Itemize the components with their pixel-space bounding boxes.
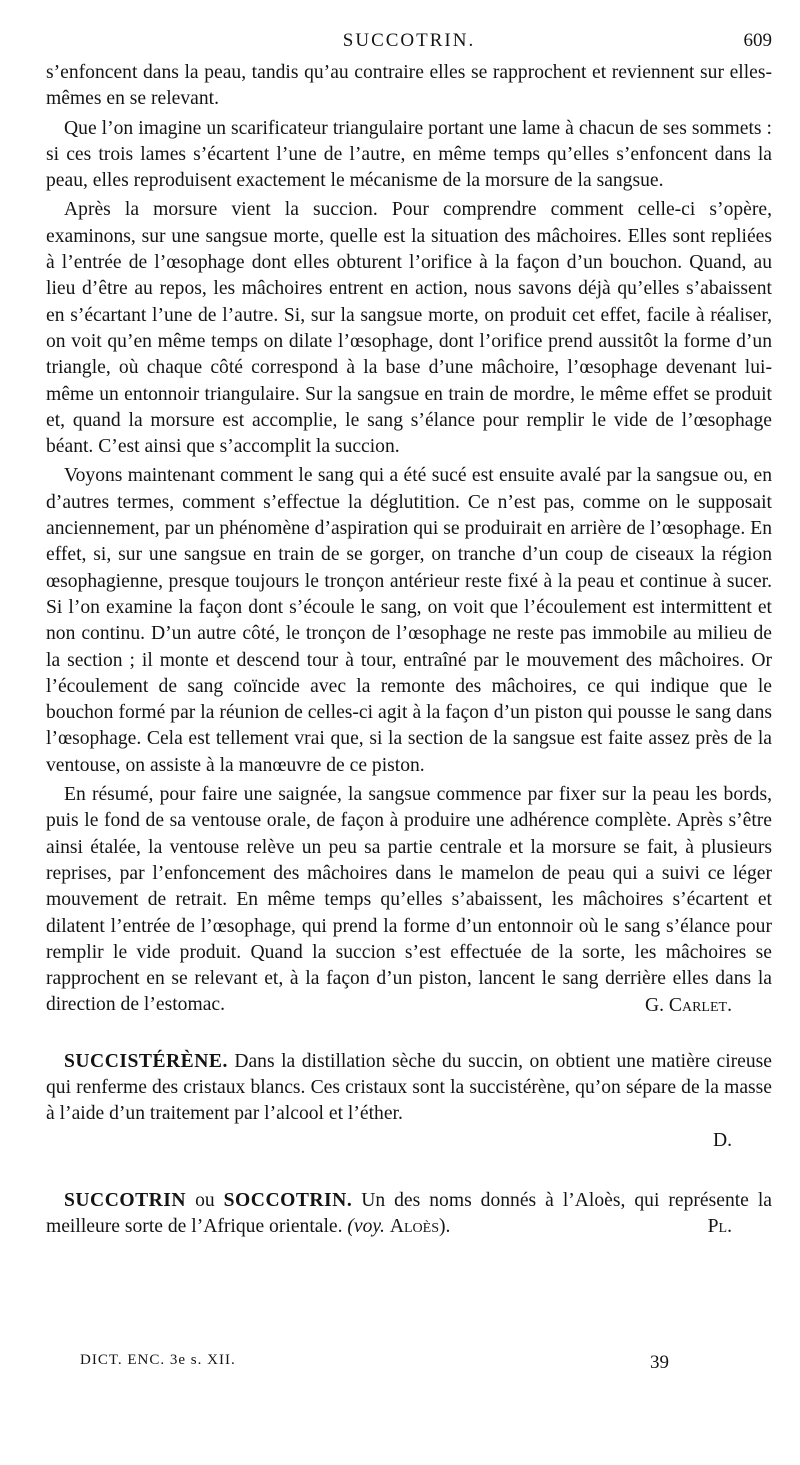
headword-connector: ou: [195, 1189, 215, 1211]
paragraph-scarificateur: Que l’on imagine un scarificateur triangulaire portant une lame à chacun de ses sommets : si ces trois lames s’écartent l’une de l’autre, en même temps qu’elles s’enfoncent dans la peau, elles reproduisent exactement le mécanisme de la morsure de la sangsue.: [46, 117, 772, 192]
page-footer: [80, 1352, 700, 1376]
author-signature: Pl.: [707, 1215, 732, 1237]
paragraph-resume: En résumé, pour faire une saignée, la sangsue commence par fixer sur la peau les bords, puis le fond de sa ventouse orale, de façon à produire une adhérence complète. Après s’être ainsi étalée, la ventouse relève un peu sa partie centrale et la morsure se fait, à plusieurs reprises, par l’enfoncement des mâchoires dans le mamelon de peau qui a suivi ce léger mouvement de retrait. En même temps qu’elles s’abaissent, les mâchoires s’écartent et dilatent l’entrée de l’œsophage, qui prend la forme d’un entonnoir où le sang s’élance pour remplir le vide produit. Quand la succion s’est effectuée de la sorte, les mâchoires se rapprochent en se relevant et, à la façon d’un piston, lancent le sang derrière elles dans la direction de l’estomac.: [46, 784, 772, 1016]
signature-line: [46, 1128, 772, 1188]
author-signature: D.: [712, 1129, 732, 1151]
paragraph-succion: Après la morsure vient la succion. Pour comprendre comment celle-ci s’opère, examinons, sur une sangsue morte, quelle est la situation des mâchoires. Elles sont repliées à l’entrée de l’œsophage dont elles obturent l’orifice à la façon d’un bouchon. Quand, au lieu d’être au repos, les mâchoires entrent en action, nous savons déjà qu’elles s’abaissent en s’écartant l’une de l’autre. Si, sur la sangsue morte, on produit cet effet, facile à réaliser, on voit qu’en même temps on dilate l’œsophage, dont l’orifice prend aussitôt la forme d’un triangle, où chaque côté correspond à la base d’une mâchoire, l’œsophage devenant lui-même un entonnoir triangulaire. Sur la sangsue en train de mordre, le même effet se produit et, quand la morsure est accomplie, le sang s’élance pour remplir le vide de l’œsophage béant. C’est ainsi que s’accomplit la succion.: [46, 199, 772, 458]
page-number: 609: [743, 30, 772, 51]
entry-text: Un des noms donnés à l’Aloès, qui représente la meilleure sorte de l’Afrique orientale.: [46, 1189, 772, 1237]
body-text: [46, 60, 772, 1240]
running-title: SUCCOTRIN.: [342, 30, 476, 51]
cross-reference-label: (voy.: [347, 1215, 385, 1237]
headword: SUCCOTRIN: [64, 1189, 187, 1211]
paragraph-deglutition: Voyons maintenant comment le sang qui a été sucé est ensuite avalé par la sangsue ou, en d’autres termes, comment s’effectue la déglutition. Ce n’est pas, comme on le supposait anciennement, par un phénomène d’aspiration qui se produirait en arrière de l’œsophage. En effet, si, sur une sangsue en train de se gorger, on tranche d’un coup de ciseaux la région œsophagienne, presque toujours le tronçon antérieur reste fixé à la peau et continue à sucer. Si l’on examine la façon dont s’écoule le sang, on voit que l’écoulement est intermittent et non continu. D’un autre côté, le tronçon de l’œsophage ne reste pas immobile au milieu de la section ; il monte et descend tour à tour, entraîné par le mouvement des mâchoires. Or l’écoulement de sang coïncide avec la remonte des mâchoires, ce qui indique que le bouchon formé par la réunion de celles-ci agit à la façon d’un piston qui pousse le sang dans l’œsophage. Cela est tellement vrai que, si la section de la sangsue est faite assez près de la ventouse, on assiste à la manœuvre de ce piston.: [46, 465, 772, 776]
headword: SUCCISTÉRÈNE.: [64, 1050, 228, 1072]
author-signature: G. Carlet.: [644, 994, 732, 1016]
cross-reference-word: Aloès).: [389, 1215, 451, 1237]
headword-variant: SOCCOTRIN.: [223, 1189, 353, 1211]
signature-line: [46, 993, 772, 1019]
page-header: [46, 30, 772, 54]
entry-text: Dans la distillation sèche du succin, on obtient une matière cireuse qui renferme des cristaux blancs. Ces cristaux sont la succistérène, qu’on sépare de la masse à l’aide d’un traitement par l’alcool et l’éther.: [46, 1050, 772, 1125]
entry-succotrin: [46, 1188, 772, 1241]
entry-succisterene: [46, 1049, 772, 1128]
volume-reference: DICT. ENC. 3e s. XII.: [80, 1352, 236, 1368]
paragraph-continuation: s’enfoncent dans la peau, tandis qu’au contraire elles se rapprochent et reviennent sur elles-mêmes en se relevant.: [46, 62, 772, 110]
signature-mark: 39: [650, 1352, 669, 1373]
